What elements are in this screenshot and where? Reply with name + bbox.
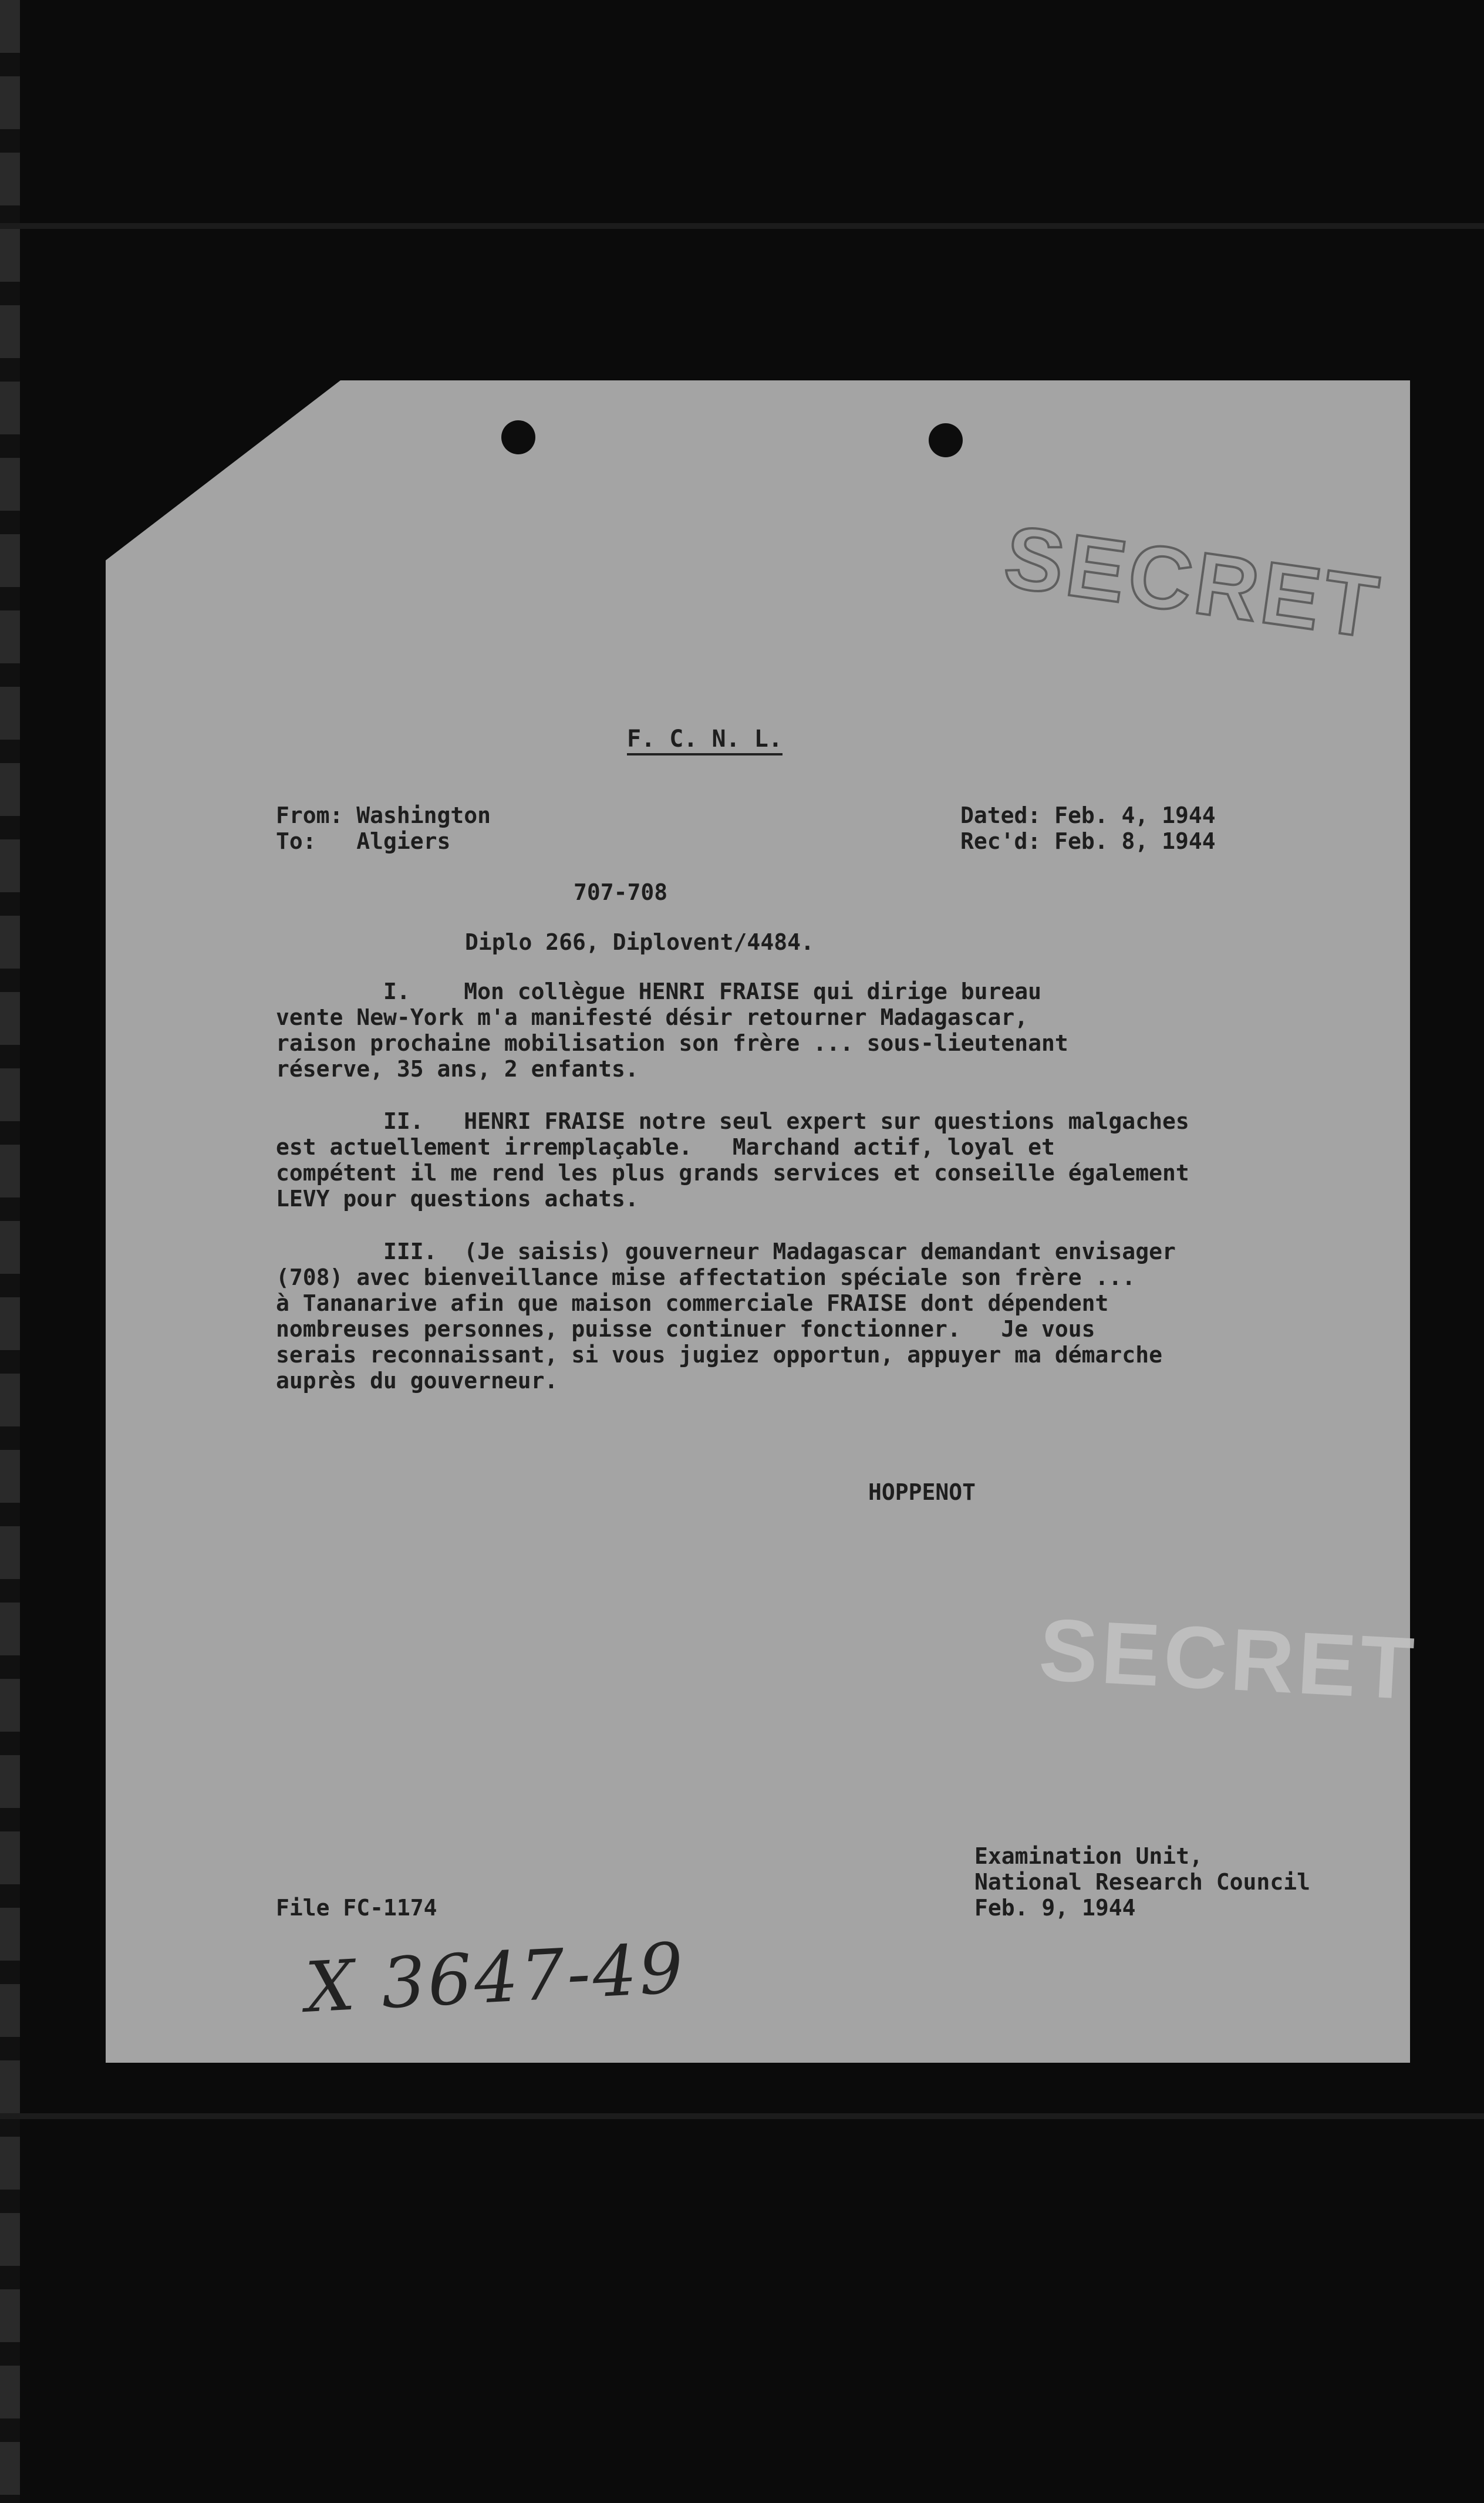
handwritten-note: X 3647-49 <box>303 1927 688 2028</box>
paragraph-line: réserve, 35 ans, 2 enfants. <box>276 1056 639 1082</box>
signature: HOPPENOT <box>868 1479 976 1505</box>
paragraph-line: I. Mon collègue HENRI FRAISE qui dirige bureau <box>276 979 1042 1004</box>
paragraph-line: est actuellement irremplaçable. Marchand actif, loyal et <box>276 1134 1055 1160</box>
examination-unit-line: Examination Unit, <box>974 1843 1203 1869</box>
paragraph-line: raison prochaine mobilisation son frère ... sous-lieutenant <box>276 1030 1068 1056</box>
dated-line: Dated: Feb. 4, 1944 <box>960 802 1216 828</box>
paragraph-line: III. (Je saisis) gouverneur Madagascar demandant envisager <box>276 1239 1176 1264</box>
examination-unit-line: National Research Council <box>974 1869 1310 1895</box>
received-line: Rec'd: Feb. 8, 1944 <box>960 828 1216 854</box>
paragraph-line: serais reconnaissant, si vous jugiez opportun, appuyer ma démarche <box>276 1342 1162 1368</box>
message-reference: Diplo 266, Diplovent/4484. <box>465 929 814 955</box>
from-line: From: Washington <box>276 802 491 828</box>
paragraph-line: nombreuses personnes, puisse continuer fonctionner. Je vous <box>276 1316 1095 1342</box>
secret-stamp-top: SECRET <box>999 506 1388 657</box>
film-band-top <box>0 223 1484 229</box>
film-edge <box>0 0 20 2503</box>
paragraph-line: (708) avec bienveillance mise affectation spéciale son frère ... <box>276 1264 1136 1290</box>
document-heading: F. C. N. L. <box>627 726 783 755</box>
film-band-bottom <box>0 2113 1484 2119</box>
paragraph-line: compétent il me rend les plus grands services et conseille également <box>276 1160 1189 1186</box>
paragraph-line: II. HENRI FRAISE notre seul expert sur questions malgaches <box>276 1108 1189 1134</box>
paragraph-line: vente New-York m'a manifesté désir retourner Madagascar, <box>276 1004 1028 1030</box>
examination-unit-line: Feb. 9, 1944 <box>974 1895 1136 1921</box>
file-number: File FC-1174 <box>276 1895 437 1921</box>
punch-hole-left <box>501 420 535 454</box>
paragraph-line: à Tananarive afin que maison commerciale FRAISE dont dépendent <box>276 1290 1109 1316</box>
paragraph-line: auprès du gouverneur. <box>276 1368 558 1394</box>
to-line: To: Algiers <box>276 828 451 854</box>
secret-stamp-bottom: SECRET <box>1037 1600 1420 1718</box>
message-number: 707-708 <box>574 879 668 905</box>
paragraph-line: LEVY pour questions achats. <box>276 1186 639 1212</box>
punch-hole-right <box>929 423 963 457</box>
